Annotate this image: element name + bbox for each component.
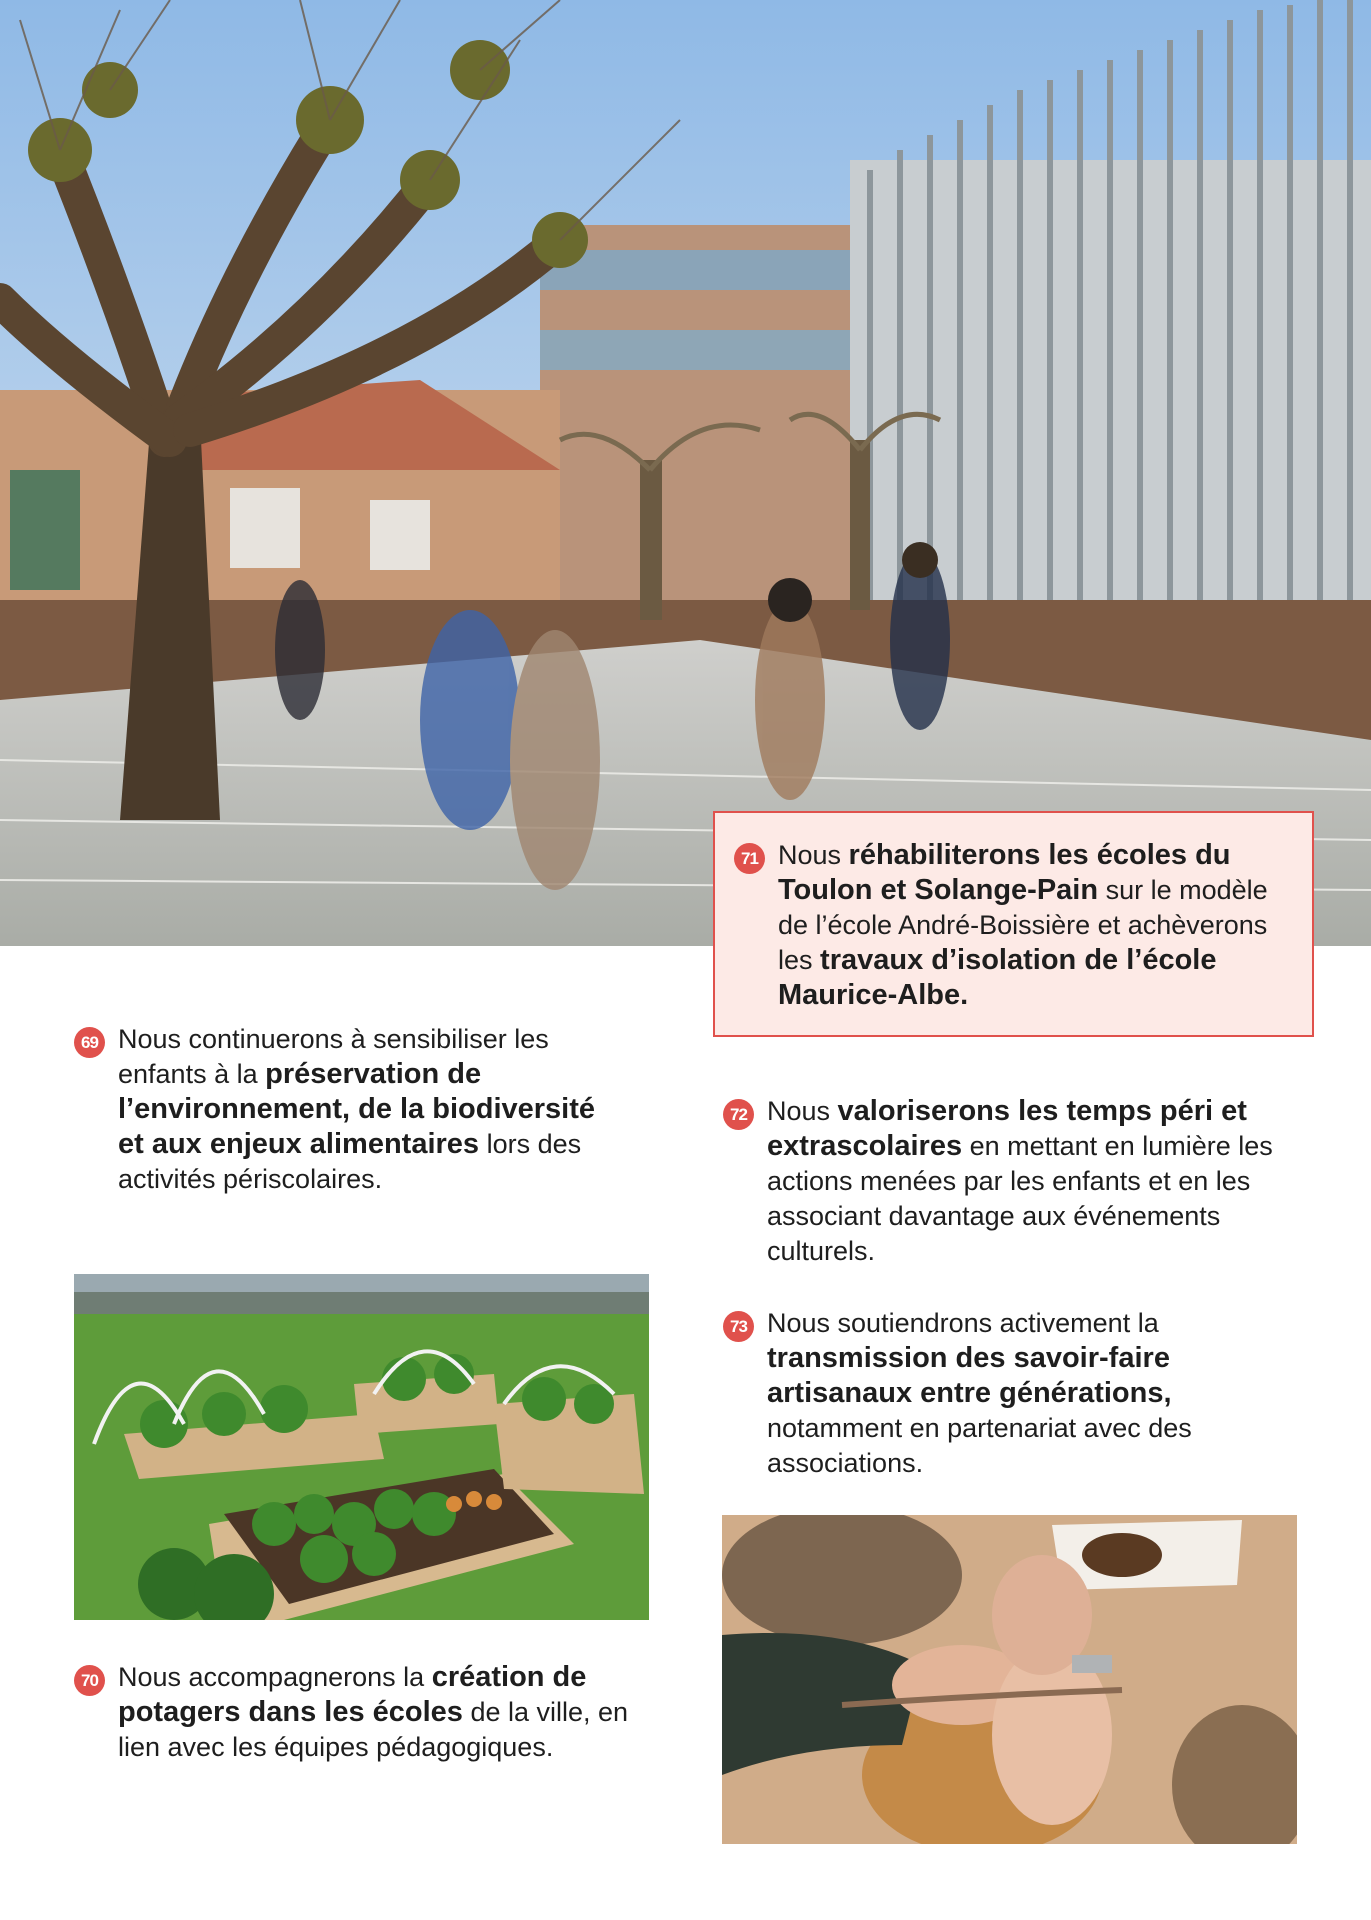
pledge-number-72: 72 [723,1099,754,1130]
pledge-70-text-2: de la ville, en lien avec les équipes pédagogiques. [118,1697,629,1762]
hands-crafting-yarn-photo [722,1515,1297,1844]
pledge-71-bold-1: réhabiliterons les écoles du Toulon et Solange-Pain [778,839,1231,906]
pledge-72-text-2: en mettant en lumière les actions menées par les enfants et en les associant davantage aux événements culturels. [767,1131,1273,1266]
pledge-73-text-2: notamment en partenariat avec des associations. [767,1413,1192,1478]
school-courtyard-photo [0,0,1371,946]
pledge-71-text-2: sur le modèle de l’école André-Boissière et achèverons les [778,875,1268,975]
school-vegetable-garden-photo [74,1274,649,1620]
pledge-71-bold-2: travaux d’isolation de l’école Maurice-Albe. [778,944,1217,1011]
pledge-69-text-1: Nous continuerons à sensibiliser les enfants à la [118,1024,549,1089]
pledge-73-bold-1: transmission des savoir-faire artisanaux entre générations, [767,1342,1172,1409]
pledge-70 [81,1660,638,1765]
pledge-73-text-1: Nous soutiendrons activement la [767,1308,1159,1338]
pledge-number-71: 71 [734,843,765,874]
pledge-number-70: 70 [74,1665,105,1696]
pledge-69-bold-1: préservation de l’environnement, de la biodiversité et aux enjeux alimentaires [118,1058,596,1160]
pledge-69-text-2: lors des activités périscolaires. [118,1129,582,1194]
pledge-71-text-1: Nous [778,840,849,870]
pledge-71 [741,838,1298,1013]
pledge-70-bold-1: création de potagers dans les écoles [118,1661,587,1728]
pledge-73 [730,1306,1297,1481]
pledge-72-bold-1: valoriserons les temps péri et extrascolaires [767,1095,1247,1162]
pledge-number-69: 69 [74,1027,105,1058]
pledge-70-text-1: Nous accompagnerons la [118,1662,432,1692]
pledge-72-text-1: Nous [767,1096,838,1126]
pledge-72 [730,1094,1297,1269]
pledge-number-73: 73 [723,1311,754,1342]
pledge-69 [81,1022,618,1197]
